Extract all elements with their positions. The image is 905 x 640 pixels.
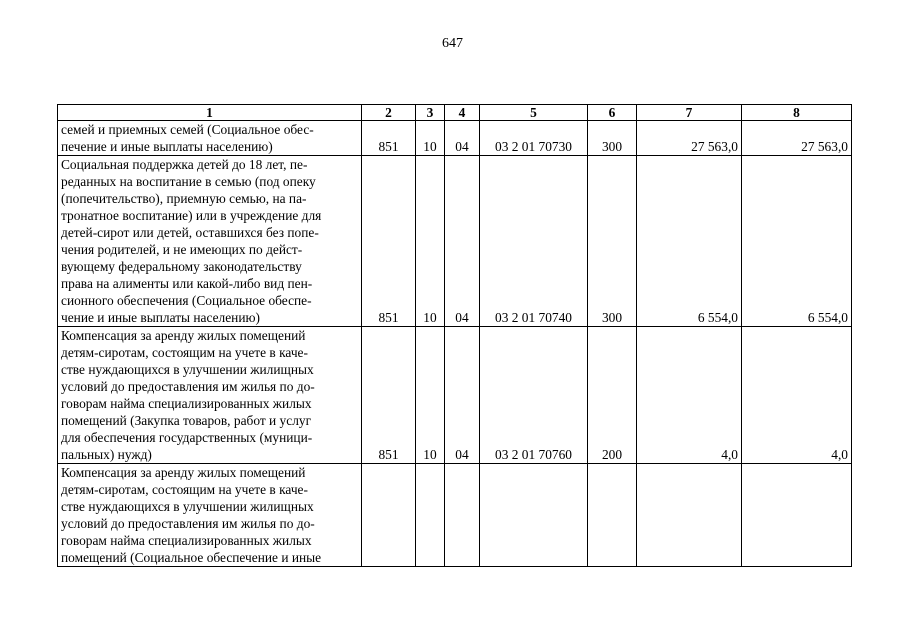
description-line: стве нуждающихся в улучшении жилищных xyxy=(61,499,314,514)
description-line: стве нуждающихся в улучшении жилищных xyxy=(61,362,314,377)
header-col-6: 6 xyxy=(588,105,637,121)
cell-section: 10 xyxy=(416,121,445,156)
table-row xyxy=(58,464,852,567)
cell-subsection: 04 xyxy=(445,121,480,156)
description-line: условий до предоставления им жилья по до- xyxy=(61,379,315,394)
table-row xyxy=(58,156,852,327)
cell-subsection xyxy=(445,464,480,567)
cell-description xyxy=(58,327,362,464)
description-line: детям-сиротам, состоящим на учете в каче- xyxy=(61,345,308,360)
description-line: семей и приемных семей (Социальное обес- xyxy=(61,122,314,137)
header-col-8: 8 xyxy=(742,105,852,121)
cell-subsection: 04 xyxy=(445,156,480,327)
description-line: чение и иные выплаты населению) xyxy=(61,310,260,325)
cell-amount-7: 6 554,0 xyxy=(637,156,742,327)
cell-amount-8: 27 563,0 xyxy=(742,121,852,156)
cell-amount-8: 4,0 xyxy=(742,327,852,464)
description-line: говорам найма специализированных жилых xyxy=(61,533,312,548)
cell-target-article: 03 2 01 70760 xyxy=(480,327,588,464)
cell-target-article: 03 2 01 70740 xyxy=(480,156,588,327)
table-body xyxy=(58,121,852,567)
header-col-3: 3 xyxy=(416,105,445,121)
description-line: (попечительство), приемную семью, на па- xyxy=(61,191,307,206)
description-line: реданных на воспитание в семью (под опеку xyxy=(61,174,316,189)
cell-ministry-code: 851 xyxy=(362,156,416,327)
header-col-5: 5 xyxy=(480,105,588,121)
cell-target-article xyxy=(480,464,588,567)
table-row xyxy=(58,327,852,464)
description-line: для обеспечения государственных (муници- xyxy=(61,430,313,445)
description-line: печение и иные выплаты населению) xyxy=(61,139,273,154)
description-line: детей-сирот или детей, оставшихся без попе- xyxy=(61,225,319,240)
header-row xyxy=(58,105,852,121)
description-line: сионного обеспечения (Социальное обеспе- xyxy=(61,293,312,308)
cell-expense-type: 200 xyxy=(588,327,637,464)
cell-target-article: 03 2 01 70730 xyxy=(480,121,588,156)
cell-expense-type: 300 xyxy=(588,156,637,327)
cell-ministry-code: 851 xyxy=(362,327,416,464)
cell-description xyxy=(58,156,362,327)
cell-ministry-code: 851 xyxy=(362,121,416,156)
description-line: права на алименты или какой-либо вид пен- xyxy=(61,276,313,291)
cell-description xyxy=(58,464,362,567)
cell-subsection: 04 xyxy=(445,327,480,464)
cell-description xyxy=(58,121,362,156)
description-line: помещений (Закупка товаров, работ и услуг xyxy=(61,413,312,428)
cell-section: 10 xyxy=(416,156,445,327)
description-line: тронатное воспитание) или в учреждение для xyxy=(61,208,322,223)
cell-expense-type: 300 xyxy=(588,121,637,156)
description-line: помещений (Социальное обеспечение и иные xyxy=(61,550,322,565)
budget-table xyxy=(57,104,852,567)
header-col-2: 2 xyxy=(362,105,416,121)
cell-amount-7: 27 563,0 xyxy=(637,121,742,156)
description-line: Компенсация за аренду жилых помещений xyxy=(61,328,306,343)
table-row xyxy=(58,121,852,156)
cell-ministry-code xyxy=(362,464,416,567)
description-line: детям-сиротам, состоящим на учете в каче- xyxy=(61,482,308,497)
cell-section: 10 xyxy=(416,327,445,464)
description-line: Социальная поддержка детей до 18 лет, пе- xyxy=(61,157,308,172)
cell-amount-7: 4,0 xyxy=(637,327,742,464)
cell-amount-8 xyxy=(742,464,852,567)
cell-amount-8: 6 554,0 xyxy=(742,156,852,327)
header-col-4: 4 xyxy=(445,105,480,121)
description-line: пальных) нужд) xyxy=(61,447,152,462)
description-line: условий до предоставления им жилья по до- xyxy=(61,516,315,531)
page-number: 647 xyxy=(442,36,463,51)
cell-amount-7 xyxy=(637,464,742,567)
header-col-1: 1 xyxy=(58,105,362,121)
description-line: Компенсация за аренду жилых помещений xyxy=(61,465,306,480)
description-line: вующему федеральному законодательству xyxy=(61,259,302,274)
header-col-7: 7 xyxy=(637,105,742,121)
description-line: чения родителей, и не имеющих по дейст- xyxy=(61,242,303,257)
description-line: говорам найма специализированных жилых xyxy=(61,396,312,411)
cell-section xyxy=(416,464,445,567)
cell-expense-type xyxy=(588,464,637,567)
